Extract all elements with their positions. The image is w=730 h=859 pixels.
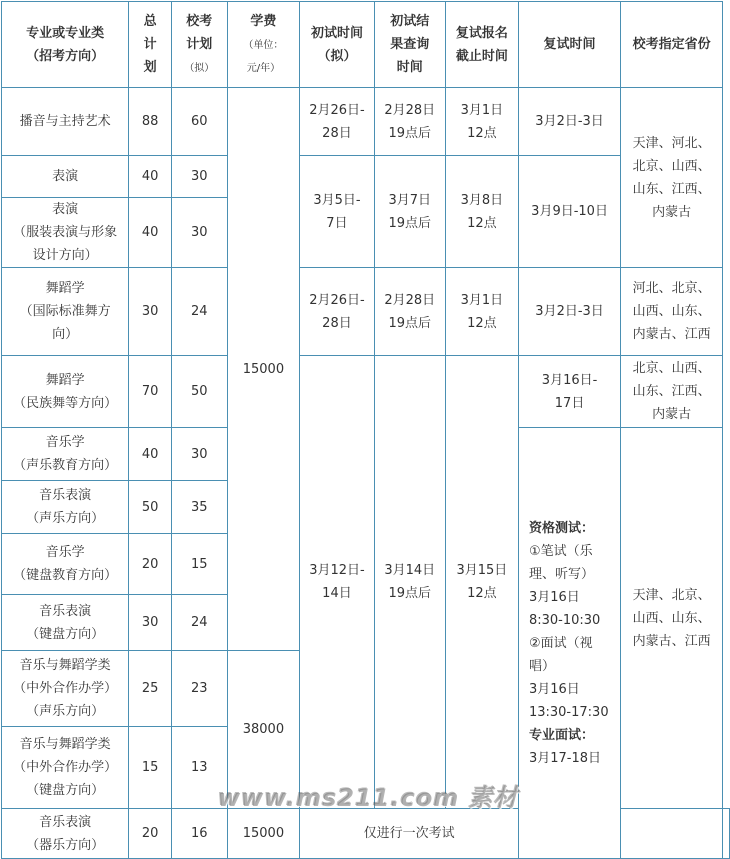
cell-line: 3月8日 <box>460 192 504 208</box>
major-cell <box>2 481 129 534</box>
deadline-cell <box>445 156 518 268</box>
admission-table <box>1 1 730 859</box>
major-cell <box>2 268 129 356</box>
header-province <box>621 2 723 88</box>
major-cell <box>2 198 129 268</box>
cell-line: 播音与主持艺术 <box>19 114 111 129</box>
cell-line: 音乐与舞蹈学类 <box>19 658 111 673</box>
cell-line: 2月26日- <box>309 102 365 118</box>
cell-line: 28日 <box>322 125 352 141</box>
cell-line: 7日 <box>326 215 348 231</box>
retest-music-cell <box>518 428 620 859</box>
total-cell: 20 <box>129 534 172 595</box>
retest-time-cell: 3月2日-3日 <box>518 88 620 156</box>
cell-line: 3月16日- <box>541 372 598 388</box>
table-row <box>2 156 730 198</box>
total-cell: 15 <box>129 727 172 809</box>
header-deadline <box>445 2 518 88</box>
cell-line: 2月26日- <box>309 292 365 308</box>
empty-cell <box>723 809 730 859</box>
header-plan <box>171 2 227 88</box>
cell-line: （拟） <box>317 48 357 64</box>
cell-line: （声乐教育方向） <box>13 458 118 473</box>
cell-line: 计划 <box>186 37 213 52</box>
cell-line: 3月16日 <box>528 589 580 605</box>
major-cell <box>2 534 129 595</box>
result-time-cell <box>374 156 445 268</box>
cell-line: （声乐方向） <box>26 511 105 526</box>
first-time-cell <box>300 268 374 356</box>
result-time-cell <box>374 268 445 356</box>
plan-cell: 24 <box>171 268 227 356</box>
cell-line: 13:30-17:30 <box>528 704 609 720</box>
cell-line: 果查询 <box>390 37 430 52</box>
cell-line: 音乐表演 <box>39 814 92 830</box>
cell-line: 音乐与舞蹈学类 <box>19 737 111 752</box>
qualification-test-details <box>529 540 617 724</box>
result-time-cell <box>374 356 445 809</box>
cell-line: （拟） <box>184 63 215 74</box>
cell-line: 3月5日- <box>313 192 361 208</box>
cell-line: ②面试（视 <box>528 635 593 651</box>
fee-cell: 15000 <box>227 88 300 651</box>
retest-time-cell <box>518 356 620 428</box>
cell-line: 天津、北京、 <box>632 587 711 603</box>
cell-line: 复试报名 <box>455 25 508 41</box>
cell-line: 山东、江西、 <box>632 384 711 399</box>
plan-cell: 50 <box>171 356 227 428</box>
fee-cell: 15000 <box>227 809 300 859</box>
plan-cell: 30 <box>171 156 227 198</box>
cell-line: 3月14日 <box>384 563 436 578</box>
retest-time-cell: 3月2日-3日 <box>518 268 620 356</box>
cell-line: 19点后 <box>388 315 432 331</box>
cell-line: 音乐学 <box>45 545 85 560</box>
result-time-cell <box>374 88 445 156</box>
cell-line: 19点后 <box>388 125 432 141</box>
plan-cell: 23 <box>171 651 227 727</box>
total-cell: 40 <box>129 198 172 268</box>
empty-cell <box>621 809 723 859</box>
header-fee <box>227 2 300 88</box>
cell-line: 17日 <box>554 395 585 411</box>
cell-line: 3月1日 <box>460 292 504 308</box>
cell-line: 时间 <box>396 60 423 75</box>
first-time-cell <box>300 88 374 156</box>
cell-line: 3月12日- <box>309 563 365 578</box>
cell-line: 校考 <box>186 14 213 29</box>
major-cell <box>2 356 129 428</box>
header-row <box>2 2 730 88</box>
major-cell <box>2 727 129 809</box>
header-result <box>374 2 445 88</box>
cell-line: 内蒙古 <box>652 407 692 422</box>
cell-line: 山东、江西、 <box>632 181 711 197</box>
province-cell <box>621 428 723 809</box>
province-cell <box>621 356 723 428</box>
cell-line: 19点后 <box>388 586 432 601</box>
province-cell <box>621 88 723 268</box>
fee-cell: 38000 <box>227 651 300 809</box>
cell-line: 12点 <box>467 586 497 601</box>
cell-line: 12点 <box>467 215 497 231</box>
header-major <box>2 2 129 88</box>
header-retest <box>518 2 620 88</box>
table-row <box>2 268 730 356</box>
cell-line: 内蒙古、江西 <box>632 633 711 649</box>
cell-line: 河北、北京、 <box>632 281 711 296</box>
cell-line: 内蒙古 <box>652 204 692 220</box>
cell-line: 3月16日 <box>528 681 580 697</box>
cell-line: 音乐学 <box>45 435 85 450</box>
cell-line: （中外合作办学） <box>13 760 118 775</box>
cell-line: 划 <box>143 60 157 75</box>
total-cell: 30 <box>129 595 172 651</box>
major-interview-date: 3月17-18日 <box>528 750 602 766</box>
total-cell: 20 <box>129 809 172 859</box>
cell-line: 设计方向） <box>32 248 98 263</box>
total-cell: 70 <box>129 356 172 428</box>
cell-line: （键盘方向） <box>26 626 105 642</box>
cell-line: 山西、山东、 <box>632 304 711 319</box>
total-cell: 50 <box>129 481 172 534</box>
deadline-cell <box>445 268 518 356</box>
first-time-cell <box>300 356 374 809</box>
table-row <box>2 88 730 156</box>
cell-line: 天津、河北、 <box>632 135 711 151</box>
total-cell: 30 <box>129 268 172 356</box>
cell-line: 19点后 <box>388 215 432 231</box>
cell-line: 内蒙古、江西 <box>632 327 711 342</box>
cell-line: 28日 <box>322 315 352 331</box>
cell-line: 理、听写） <box>528 566 594 582</box>
table-row <box>2 809 730 859</box>
cell-line: 元/年） <box>246 63 281 74</box>
province-cell <box>621 268 723 356</box>
major-cell <box>2 595 129 651</box>
cell-line: （键盘教育方向） <box>13 568 118 583</box>
cell-line: （键盘方向） <box>26 783 105 798</box>
retest-time-cell: 3月9日-10日 <box>518 156 620 268</box>
cell-line: 总 <box>143 14 157 29</box>
plan-cell: 30 <box>171 198 227 268</box>
deadline-cell <box>445 88 518 156</box>
plan-cell: 13 <box>171 727 227 809</box>
cell-line: 初试结 <box>390 14 430 29</box>
cell-line: 3月15日 <box>456 563 508 578</box>
cell-line: （中外合作办学） <box>13 681 118 696</box>
qualification-test-title: 资格测试： <box>528 520 594 536</box>
cell-line: 12点 <box>467 315 497 331</box>
cell-line: 3月1日 <box>460 102 504 118</box>
cell-line: 专业或专业类 <box>26 25 105 41</box>
table-row <box>2 356 730 428</box>
deadline-cell <box>445 356 518 809</box>
cell-line: 舞蹈学 <box>45 281 85 296</box>
plan-cell: 35 <box>171 481 227 534</box>
watermark: www.ms211.com 素材 <box>218 784 519 812</box>
cell-line: （服装表演与形象 <box>13 225 118 240</box>
major-cell <box>2 88 129 156</box>
major-cell <box>2 428 129 481</box>
major-cell <box>2 651 129 727</box>
cell-line: 表演 <box>52 169 79 184</box>
cell-line: （器乐方向） <box>26 837 105 853</box>
total-cell: 88 <box>129 88 172 156</box>
plan-cell: 24 <box>171 595 227 651</box>
cell-line: 14日 <box>322 586 352 601</box>
cell-line: ①笔试（乐 <box>528 543 593 559</box>
plan-cell: 16 <box>171 809 227 859</box>
total-cell: 40 <box>129 156 172 198</box>
major-cell <box>2 156 129 198</box>
plan-cell: 30 <box>171 428 227 481</box>
cell-line: 校考指定省份 <box>632 37 711 52</box>
cell-line: 舞蹈学 <box>45 372 85 388</box>
cell-line: （国际标准舞方 <box>19 304 111 319</box>
header-first <box>300 2 374 88</box>
cell-line: 北京、山西、 <box>632 361 711 376</box>
cell-line: 音乐表演 <box>39 488 92 503</box>
cell-line: （声乐方向） <box>26 704 105 719</box>
total-cell: 40 <box>129 428 172 481</box>
plan-cell: 60 <box>171 88 227 156</box>
major-interview-title: 专业面试： <box>528 727 594 743</box>
cell-line: 3月7日 <box>388 192 432 208</box>
first-time-cell <box>300 156 374 268</box>
cell-line: 初试时间 <box>310 25 363 41</box>
cell-line: 唱） <box>528 658 555 674</box>
cell-line: （单位： <box>243 40 284 51</box>
header-total <box>129 2 172 88</box>
cell-line: 截止时间 <box>455 48 508 64</box>
cell-line: 山西、山东、 <box>632 610 711 626</box>
major-cell <box>2 809 129 859</box>
total-cell: 25 <box>129 651 172 727</box>
cell-line: 计 <box>143 37 157 52</box>
cell-line: 8:30-10:30 <box>528 612 601 628</box>
cell-line: 12点 <box>467 125 497 141</box>
cell-line: 表演 <box>52 202 79 217</box>
cell-line: （民族舞等方向） <box>13 395 118 411</box>
cell-line: 2月28日 <box>384 102 436 118</box>
cell-line: 音乐表演 <box>39 603 92 619</box>
cell-line: 复试时间 <box>543 37 596 52</box>
cell-line: 向） <box>52 327 79 342</box>
single-exam-note: 仅进行一次考试 <box>300 809 519 859</box>
cell-line: 北京、山西、 <box>632 158 711 174</box>
plan-cell: 15 <box>171 534 227 595</box>
cell-line: （招考方向） <box>26 48 105 64</box>
cell-line: 2月28日 <box>384 292 436 308</box>
cell-line: 学费 <box>250 14 277 29</box>
